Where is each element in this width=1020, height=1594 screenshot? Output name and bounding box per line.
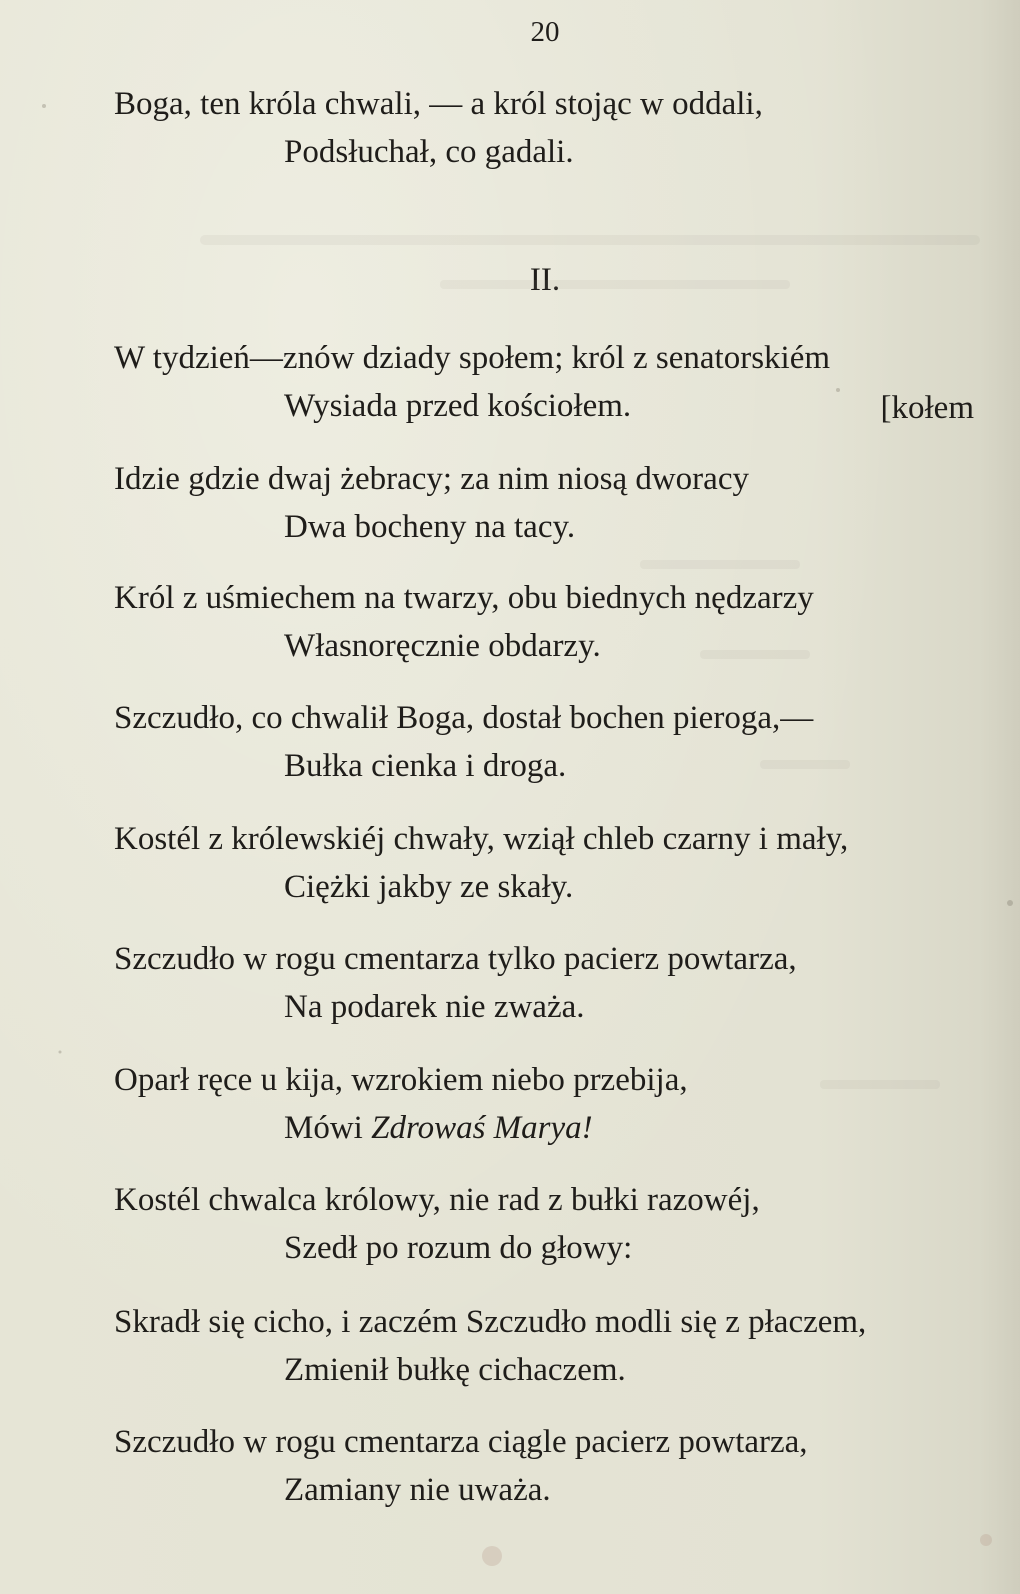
poem-line: Idzie gdzie dwaj żebracy; za nim niosą dworacy: [114, 461, 749, 497]
poem-line: Dwa bocheny na tacy.: [284, 509, 576, 545]
poem-line: Podsłuchał, co gadali.: [284, 134, 574, 170]
poem-line: Bułka cienka i droga.: [284, 748, 567, 784]
prayer-title: Zdrowaś Marya!: [371, 1110, 593, 1146]
poem-line: W tydzień—znów dziady społem; król z senatorskiém: [114, 340, 831, 376]
poem-line: Oparł ręce u kija, wzrokiem niebo przebija,: [114, 1062, 688, 1098]
poem-line: Szczudło, co chwalił Boga, dostał bochen pieroga,—: [114, 700, 814, 736]
section-heading: II.: [529, 262, 561, 298]
page-number: 20: [530, 16, 560, 48]
poem-line: Szedł po rozum do głowy:: [284, 1230, 633, 1266]
poem-line: Skradł się cicho, i zaczém Szczudło modli się z płaczem,: [114, 1304, 867, 1340]
poem-line: [284, 1112, 593, 1145]
poem-line: Kostél z królewskiéj chwały, wziął chleb czarny i mały,: [114, 821, 849, 857]
poem-line: Szczudło w rogu cmentarza ciągle pacierz powtarza,: [114, 1424, 808, 1460]
poem-line: Wysiada przed kościołem.: [284, 388, 632, 424]
poem-line: Zamiany nie uważa.: [284, 1472, 551, 1508]
poem-line: Na podarek nie zważa.: [284, 989, 585, 1025]
poem-line-text: Mówi: [284, 1110, 363, 1146]
poem-line: Ciężki jakby ze skały.: [284, 869, 574, 905]
poem-line-overflow: [kołem: [880, 390, 974, 426]
poem-line: Król z uśmiechem na twarzy, obu biednych nędzarzy: [114, 580, 814, 616]
poem-line: Własnoręcznie obdarzy.: [284, 628, 601, 664]
poem-line: Boga, ten króla chwali, — a król stojąc w oddali,: [114, 86, 763, 122]
poem-line: Szczudło w rogu cmentarza tylko pacierz powtarza,: [114, 941, 797, 977]
poem-line: Zmienił bułkę cichaczem.: [284, 1352, 626, 1388]
poem-line: Kostél chwalca królowy, nie rad z bułki razowéj,: [114, 1182, 760, 1218]
